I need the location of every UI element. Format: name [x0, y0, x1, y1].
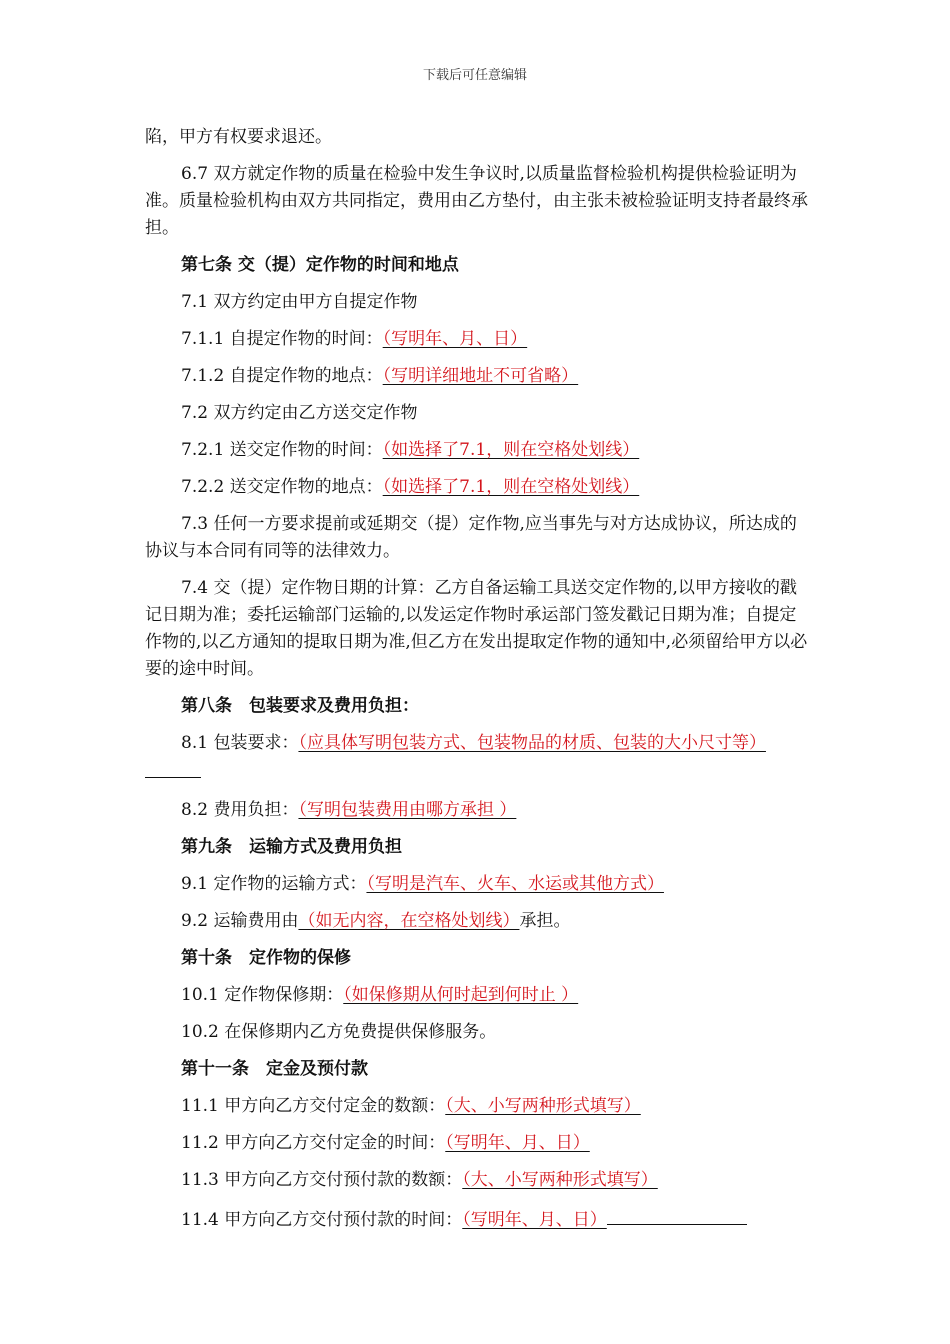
clause-label: 11.4 甲方向乙方交付预付款的时间：	[181, 1210, 463, 1230]
fill-in-blank: （大、小写两种形式填写）	[445, 1096, 641, 1116]
clause-11-1	[145, 1093, 810, 1120]
fill-in-blank: （写明包装费用由哪方承担 ）	[298, 800, 517, 820]
fill-in-blank: （写明详细地址不可省略）	[382, 366, 579, 386]
clause-label: 11.3 甲方向乙方交付预付款的数额：	[181, 1170, 463, 1190]
clause-label: 9.1 定作物的运输方式：	[181, 874, 367, 894]
clause-label: 7.1.2 自提定作物的地点：	[181, 366, 383, 386]
section-heading-11: 第十一条 定金及预付款	[181, 1059, 368, 1079]
fill-in-blank: （应具体写明包装方式、包装物品的材质、包装的大小尺寸等）	[298, 733, 766, 753]
fill-in-blank: （写明年、月、日）	[382, 329, 528, 349]
clause-7-2-1	[145, 437, 810, 464]
clause-label: 8.1 包装要求：	[181, 733, 299, 753]
fill-in-blank: （写明是汽车、火车、水运或其他方式）	[366, 874, 664, 894]
fill-in-blank: （如无内容，在空格处划线）	[298, 911, 520, 931]
fill-in-blank: （写明年、月、日）	[445, 1133, 590, 1153]
fill-in-blank: （大、小写两种形式填写）	[462, 1170, 658, 1190]
clause-label: 9.2 运输费用由	[181, 911, 299, 931]
clause-label: 7.1.1 自提定作物的时间：	[181, 329, 383, 349]
clause-label: 7.2.2 送交定作物的地点：	[181, 477, 383, 497]
clause-11-2	[145, 1130, 810, 1157]
clause-7-2-2	[145, 474, 810, 501]
clause-label: 7.2.1 送交定作物的时间：	[181, 440, 383, 460]
clause-7-1: 7.1 双方约定由甲方自提定作物	[181, 292, 418, 312]
section-heading-8: 第八条 包装要求及费用负担：	[181, 696, 419, 716]
clause-11-3	[145, 1167, 810, 1194]
fill-in-blank: （如保修期从何时起到何时止 ）	[343, 985, 579, 1005]
section-heading-10: 第十条 定作物的保修	[181, 948, 351, 968]
clause-label: 11.1 甲方向乙方交付定金的数额：	[181, 1096, 446, 1116]
paragraph-continuation: 陷，甲方有权要求退还。	[145, 127, 332, 147]
clause-10-2: 10.2 在保修期内乙方免费提供保修服务。	[181, 1022, 497, 1042]
clause-label: 11.2 甲方向乙方交付定金的时间：	[181, 1133, 446, 1153]
clause-6-7: 6.7 双方就定作物的质量在检验中发生争议时,以质量监督检验机构提供检验证明为准。质量检验机构由双方共同指定，费用由乙方垫付，由主张未被检验证明支持者最终承担。	[145, 164, 808, 238]
clause-9-2	[145, 908, 810, 935]
clause-11-4	[145, 1204, 810, 1234]
clause-10-1	[145, 982, 810, 1009]
blank-underline	[607, 1204, 747, 1225]
section-heading-9: 第九条 运输方式及费用负担	[181, 837, 402, 857]
clause-7-3: 7.3 任何一方要求提前或延期交（提）定作物,应当事先与对方达成协议，所达成的协议与本合同有同等的法律效力。	[145, 514, 797, 561]
section-heading-7: 第七条 交（提）定作物的时间和地点	[181, 255, 459, 275]
clause-label: 8.2 费用负担：	[181, 800, 299, 820]
fill-in-blank: （如选择了7.1，则在空格处划线）	[382, 440, 640, 460]
page-header: 下载后可任意编辑	[422, 68, 527, 83]
fill-in-blank: （如选择了7.1，则在空格处划线）	[382, 477, 640, 497]
clause-7-4: 7.4 交（提）定作物日期的计算：乙方自备运输工具送交定作物的,以甲方接收的戳记日期为准；委托运输部门运输的,以发运定作物时承运部门签发戳记日期为准；自提定作物的,以乙方通知的提取日期为准,但乙方在发出提取定作物的通知中,必须留给甲方以必要的途中时间。	[145, 578, 808, 679]
fill-in-blank: （写明年、月、日）	[462, 1210, 607, 1230]
clause-label: 10.1 定作物保修期：	[181, 985, 344, 1005]
clause-tail: 承担。	[519, 911, 571, 931]
clause-8-2	[145, 797, 810, 824]
clause-9-1	[145, 871, 810, 898]
blank-underline	[145, 757, 201, 778]
document-body	[145, 124, 810, 1244]
clause-7-1-2	[145, 363, 810, 390]
clause-8-1	[145, 730, 810, 787]
clause-7-1-1	[145, 326, 810, 353]
clause-7-2: 7.2 双方约定由乙方送交定作物	[181, 403, 418, 423]
